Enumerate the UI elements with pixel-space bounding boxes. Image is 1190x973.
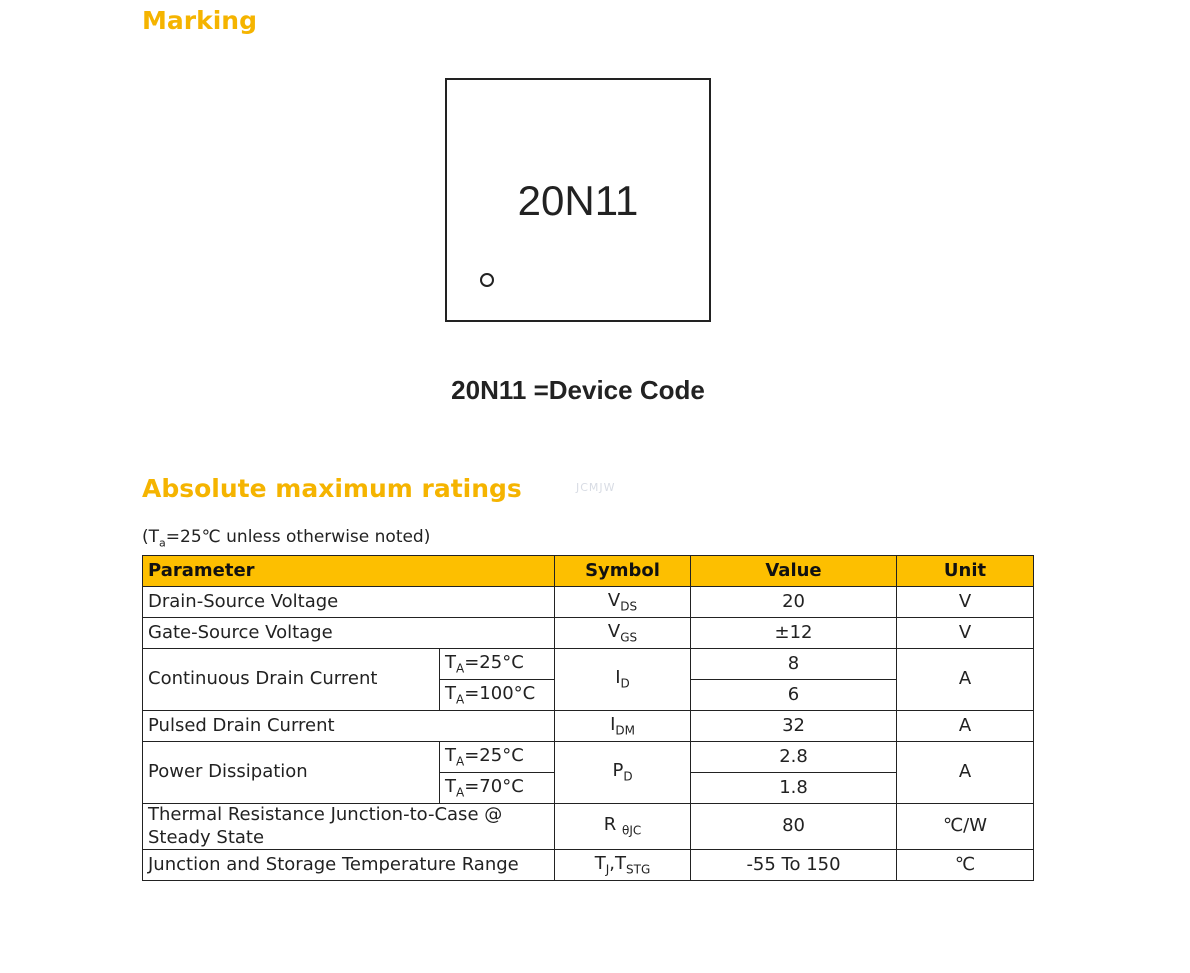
cell-unit: A: [897, 742, 1034, 804]
header-value: Value: [691, 556, 897, 587]
marking-section-title: Marking: [142, 6, 257, 35]
condition-main: T: [445, 744, 456, 766]
symbol-main: I: [615, 667, 621, 689]
marking-device-code: 20N11: [517, 177, 639, 224]
cell-value: 1.8: [691, 773, 897, 804]
cell-symbol: [555, 742, 691, 804]
cell-condition: [440, 680, 555, 711]
condition-rest: =70°C: [464, 775, 524, 797]
cell-value: -55 To 150: [691, 850, 897, 881]
cell-condition: [440, 742, 555, 773]
cell-unit: ℃: [897, 850, 1034, 881]
cell-value: 32: [691, 711, 897, 742]
symbol-subscript: D: [620, 676, 630, 691]
cell-unit: ℃/W: [897, 804, 1034, 850]
conditions-note: [142, 527, 430, 549]
table-row: [143, 850, 1034, 881]
header-symbol: Symbol: [555, 556, 691, 587]
marking-caption: 20N11 =Device Code: [451, 375, 705, 405]
cell-symbol: [555, 850, 691, 881]
ratings-section-title: Absolute maximum ratings: [142, 474, 522, 503]
table-header-row: [143, 556, 1034, 587]
symbol-subscript: DM: [615, 723, 635, 738]
table-row: [143, 742, 1034, 773]
header-unit: Unit: [897, 556, 1034, 587]
condition-main: T: [445, 651, 456, 673]
condition-rest: =25°C: [464, 744, 524, 766]
pin1-indicator-icon: [480, 273, 494, 287]
symbol-subscript: J: [605, 862, 610, 877]
condition-rest: =25°C: [464, 651, 524, 673]
cell-parameter: Gate-Source Voltage: [143, 618, 555, 649]
condition-main: T: [445, 682, 456, 704]
symbol-main: R: [603, 814, 622, 836]
cell-parameter: [143, 804, 555, 850]
cell-unit: A: [897, 649, 1034, 711]
condition-subscript: A: [456, 661, 465, 676]
cell-unit: V: [897, 618, 1034, 649]
cell-value: 80: [691, 804, 897, 850]
condition-subscript: A: [456, 754, 465, 769]
condition-rest: =100°C: [464, 682, 536, 704]
cell-unit: A: [897, 711, 1034, 742]
symbol-subscript-2: STG: [626, 862, 651, 877]
symbol-main: I: [610, 713, 616, 735]
package-marking-diagram: [445, 78, 711, 322]
cell-symbol: [555, 804, 691, 850]
symbol-main: T: [594, 852, 606, 874]
note-subscript: a: [159, 536, 166, 550]
symbol-main: V: [607, 620, 621, 642]
symbol-subscript: D: [623, 769, 633, 784]
symbol-main: V: [607, 589, 621, 611]
condition-main: T: [445, 775, 456, 797]
condition-subscript: A: [456, 785, 465, 800]
cell-symbol: [555, 649, 691, 711]
header-parameter: Parameter: [143, 556, 555, 587]
condition-subscript: A: [456, 692, 465, 707]
cell-parameter: Continuous Drain Current: [143, 649, 440, 711]
cell-value: 8: [691, 649, 897, 680]
symbol-subscript: DS: [620, 599, 638, 614]
cell-condition: [440, 773, 555, 804]
cell-value: 20: [691, 587, 897, 618]
watermark-text: JCMJW: [576, 481, 616, 494]
table-row: [143, 649, 1034, 680]
absolute-max-ratings-table: [142, 555, 1034, 881]
cell-unit: V: [897, 587, 1034, 618]
cell-symbol: [555, 587, 691, 618]
parameter-line-1: Thermal Resistance Junction-to-Case @: [148, 804, 503, 825]
cell-value: ±12: [691, 618, 897, 649]
cell-value: 6: [691, 680, 897, 711]
symbol-mid: ,T: [609, 852, 627, 874]
cell-value: 2.8: [691, 742, 897, 773]
cell-parameter: Power Dissipation: [143, 742, 440, 804]
cell-symbol: [555, 618, 691, 649]
cell-parameter: Pulsed Drain Current: [143, 711, 555, 742]
note-prefix: (T: [142, 527, 160, 547]
cell-parameter: Junction and Storage Temperature Range: [143, 850, 555, 881]
table-row: [143, 711, 1034, 742]
symbol-subscript: GS: [620, 630, 638, 645]
symbol-subscript: θJC: [622, 823, 642, 838]
symbol-main: P: [612, 760, 624, 782]
parameter-line-2: Steady State: [148, 826, 265, 848]
cell-parameter: Drain-Source Voltage: [143, 587, 555, 618]
table-row: [143, 804, 1034, 850]
cell-symbol: [555, 711, 691, 742]
table-row: [143, 618, 1034, 649]
table-row: [143, 587, 1034, 618]
cell-condition: [440, 649, 555, 680]
note-suffix: =25℃ unless otherwise noted): [165, 527, 431, 547]
